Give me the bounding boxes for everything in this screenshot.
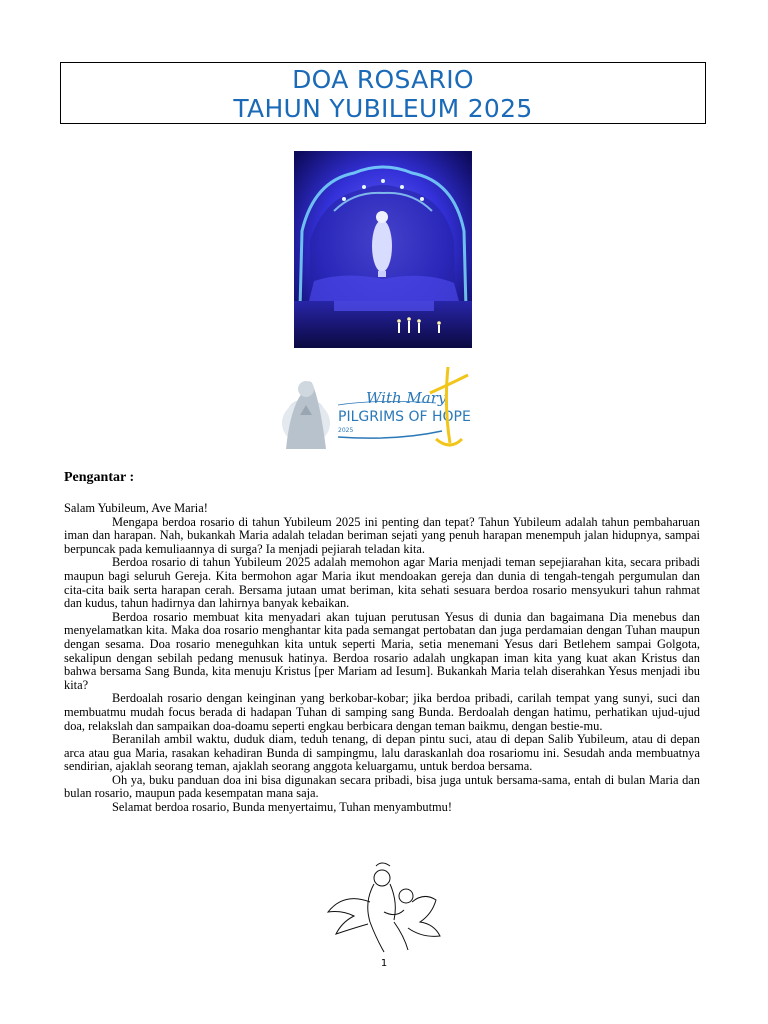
logo-script-text: With Mary, — [366, 389, 450, 407]
title-box — [60, 62, 706, 124]
paragraph: Berdoa rosario membuat kita menyadari akan tujuan perutusan Yesus di dunia dan bagaimana Dia menebus dan menyelamatkan kita. Maka doa rosario menghantar kita pada semangat pertobatan dan juga perdamaian dengan Tuhan maupun dengan sesama. Doa rosario meneguhkan kita untuk seperti Maria, setia menemani Yesus dari Betlehem sampai Golgota, sekalipun dengan sebilah pedang menusuk hatinya. Berdoa rosario adalah ungkapan iman kita yang kuat akan Kristus dan bahwa bersama Sang Bunda, kita menuju Kristus [per Mariam ad Iesum]. Bukankah Maria telah diserahkan Yesus menjadi ibu kita? — [64, 609, 700, 692]
body-text — [64, 502, 700, 815]
page-number: 1 — [380, 958, 388, 969]
document-title-line-1: DOA ROSARIO — [292, 65, 474, 94]
logo-year-text: 2025 — [338, 427, 354, 434]
paragraph: Berdoa rosario di tahun Yubileum 2025 adalah memohon agar Maria menjadi teman sepejiarahan kita, secara pribadi maupun bagi seluruh Gereja. Kita bermohon agar Maria ikut mendoakan gereja dan dunia di tengah-tengah pergumulan dan cita-cita baik serta harapan cerah. Bersama jutaan umat beriman, kita sehati sesuara berdoa rosario mensyukuri tahun rahmat dan kudus, tahun hadirnya dan lahirnya banyak kebaikan. — [64, 555, 700, 611]
logo-main-text: PILGRIMS OF HOPE — [338, 409, 471, 425]
document-title-line-2: TAHUN YUBILEUM 2025 — [233, 94, 533, 123]
section-heading: Pengantar : — [64, 470, 135, 485]
paragraph: Beranilah ambil waktu, duduk diam, teduh tenang, di depan pintu suci, atau di depan Salib Yubileum, atau di depan arca atau gua Maria, rasakan kehadiran Bunda di sampingmu, lalu daraskanlah doa rosariomu ini. Sesudah anda membuatnya sendirian, ajaklah seorang teman, ajaklah seorang anggota keluargamu, untuk berdoa bersama. — [64, 732, 700, 774]
paragraph: Mengapa berdoa rosario di tahun Yubileum 2025 ini penting dan tepat? Tahun Yubileum adalah tahun pembaharuan iman dan harapan. Nah, bukankah Maria adalah teladan beriman sejati yang penuh harapan menempuh jalan hidupnya, sampai berpuncak pada kemuliaannya di surga? Ia menjadi pejiarah teladan kita. — [64, 514, 700, 556]
greeting: Salam Yubileum, Ave Maria! — [64, 501, 208, 515]
pilgrims-of-hope-logo — [256, 357, 508, 461]
angels-line-drawing — [324, 862, 444, 956]
paragraph: Berdoalah rosario dengan keinginan yang berkobar-kobar; jika berdoa pribadi, carilah tempat yang sunyi, suci dan membuatmu mudah focus berada di hadapan Tuhan di samping sang Bunda. Berdoalah dengan hatimu, perhatikan ujud-ujud doa, relakslah dan sampaikan doa-doamu seperti engkau berbicara dengan teman baikmu, dengan bestie-mu. — [64, 691, 700, 733]
grotto-photo — [294, 151, 472, 348]
paragraph: Oh ya, buku panduan doa ini bisa digunakan secara pribadi, bisa juga untuk bersama-sama, entah di bulan Maria dan bulan rosario, maupun pada kesempatan mana saja. — [64, 772, 700, 801]
paragraph: Selamat berdoa rosario, Bunda menyertaimu, Tuhan menyambutmu! — [112, 800, 452, 815]
